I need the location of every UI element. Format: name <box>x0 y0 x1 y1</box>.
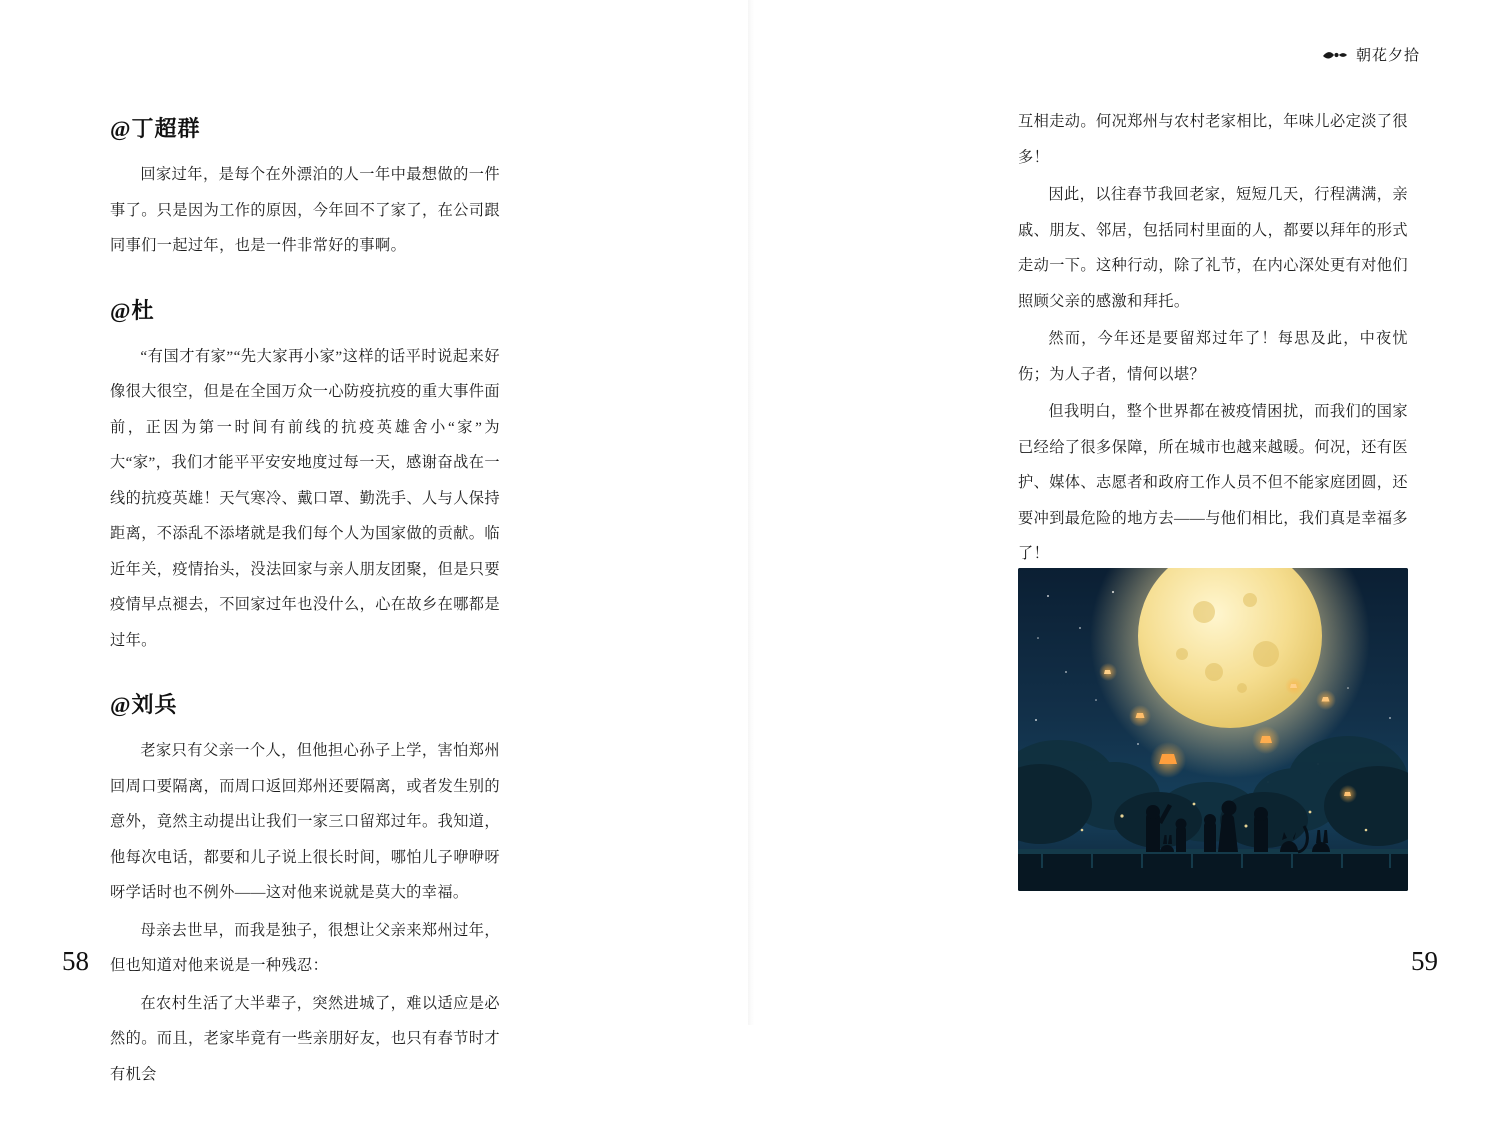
paragraph: 但我明白，整个世界都在被疫情困扰，而我们的国家已经给了很多保障，所在城市也越来越暖。何况，还有医护、媒体、志愿者和政府工作人员不但不能家庭团圆，还要冲到最危险的地方去——与他们相比，我们真是幸福多了！ <box>1018 403 1408 562</box>
leaf-ornament-icon <box>1322 49 1348 61</box>
author-tag: @杜 <box>110 297 155 323</box>
paragraph: 因此，以往春节我回老家，短短几天，行程满满，亲戚、朋友、邻居，包括同村里面的人，都要以拜年的形式走动一下。这种行动，除了礼节，在内心深处更有对他们照顾父亲的感激和拜托。 <box>1018 186 1408 310</box>
running-head <box>1322 44 1420 65</box>
right-page <box>750 0 1500 1025</box>
author-tag: @刘兵 <box>110 692 178 717</box>
entry-block <box>110 112 500 264</box>
running-head-title: 朝花夕拾 <box>1355 48 1420 64</box>
page-number-left: 58 <box>62 946 89 976</box>
entry-block <box>110 688 500 1092</box>
paragraph: 在农村生活了大半辈子，突然进城了，难以适应是必然的。而且，老家毕竟有一些亲朋好友，也只有春节时才有机会 <box>110 994 500 1083</box>
paragraph: 回家过年，是每个在外漂泊的人一年中最想做的一件事了。只是因为工作的原因，今年回不了家了，在公司跟同事们一起过年，也是一件非常好的事啊。 <box>110 166 500 254</box>
paragraph: “有国才有家”“先大家再小家”这样的话平时说起来好像很大很空，但是在全国万众一心防疫抗疫的重大事件面前，正因为第一时间有前线的抗疫英雄舍小“家”为大“家”，我们才能平平安安地度过每一天，感谢奋战在一线的抗疫英雄！天气寒冷、戴口罩、勤洗手、人与人保持距离，不添乱不添堵就是我们每个人为国家做的贡献。临近年关，疫情抬头，没法回家与亲人朋友团聚，但是只要疫情早点褪去，不回家过年也没什么，心在故乡在哪都是过年。 <box>110 347 500 649</box>
moon-lanterns-illustration <box>1018 568 1408 891</box>
left-page <box>0 0 750 1083</box>
page-number-right: 59 <box>1411 946 1438 976</box>
paragraph: 老家只有父亲一个人，但他担心孙子上学，害怕郑州回周口要隔离，而周口返回郑州还要隔离，或者发生别的意外，竟然主动提出让我们一家三口留郑过年。我知道，他每次电话，都要和儿子说上很长时间，哪怕儿子咿咿呀呀学话时也不例外——这对他来说就是莫大的幸福。 <box>110 742 500 901</box>
paragraph: 母亲去世早，而我是独子，很想让父亲来郑州过年，但也知道对他来说是一种残忍： <box>110 921 500 974</box>
entry-block <box>110 294 500 659</box>
left-page-text-column <box>110 100 500 1122</box>
paragraph: 然而，今年还是要留郑过年了！每思及此，中夜忧伤；为人子者，情何以堪？ <box>1018 330 1408 383</box>
paragraph: 互相走动。何况郑州与农村老家相比，年味儿必定淡了很多！ <box>1018 113 1408 166</box>
author-tag: @丁超群 <box>110 116 201 141</box>
